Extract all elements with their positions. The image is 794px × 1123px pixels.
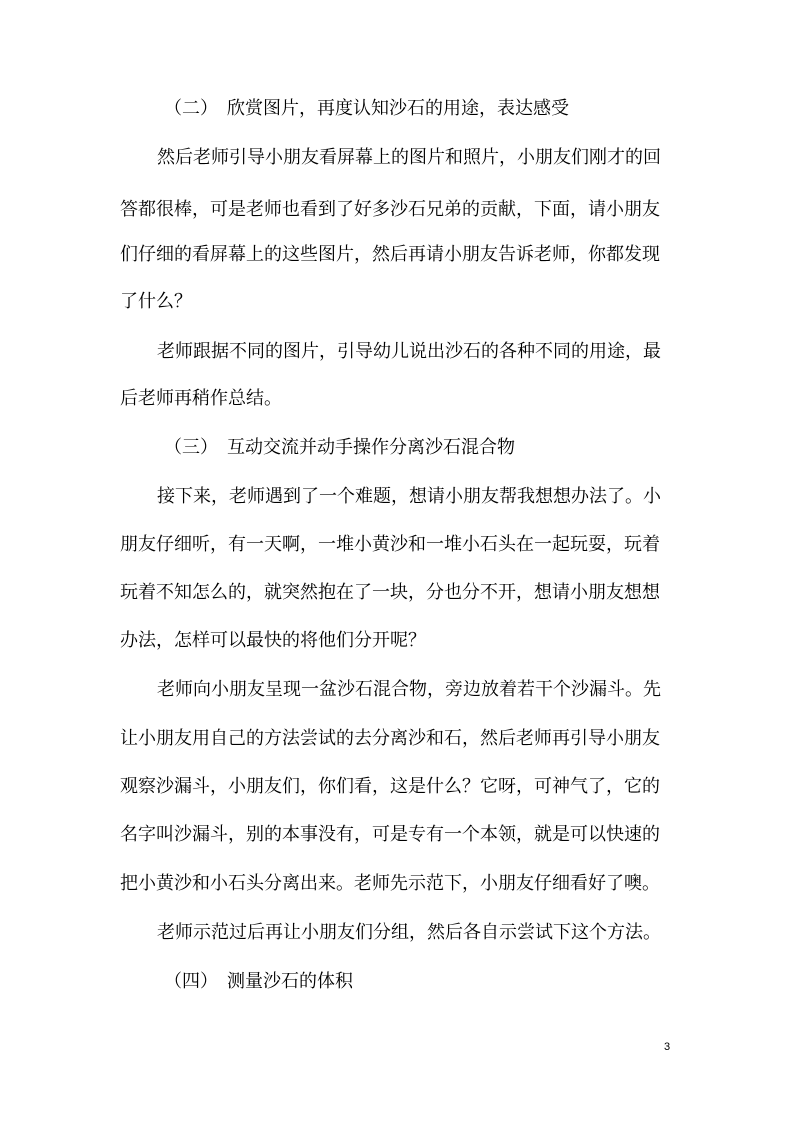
paragraph-line: 老师向小朋友呈现一盆沙石混合物，旁边放着若干个沙漏斗。先 [157, 679, 661, 700]
paragraph-line: 玩着不知怎么的，就突然抱在了一块，分也分不开，想请小朋友想想 [120, 582, 660, 603]
paragraph-line: 名字叫沙漏斗，别的本事没有，可是专有一个本领，就是可以快速的 [120, 824, 660, 845]
page-number: 3 [664, 1041, 671, 1053]
section-heading-2: （二） 欣赏图片，再度认知沙石的用途，表达感受 [164, 98, 569, 119]
section-heading-4: （四） 测量沙石的体积 [164, 971, 353, 992]
paragraph-line: 观察沙漏斗，小朋友们，你们看，这是什么？它呀，可神气了，它的 [120, 776, 660, 797]
paragraph-line: 把小黄沙和小石头分离出来。老师先示范下，小朋友仔细看好了噢。 [120, 873, 660, 894]
paragraph-line: 了什么？ [120, 291, 192, 312]
paragraph-line: 接下来，老师遇到了一个难题，想请小朋友帮我想想办法了。小 [157, 486, 661, 507]
paragraph-line: 让小朋友用自己的方法尝试的去分离沙和石，然后老师再引导小朋友 [120, 728, 660, 749]
paragraph-line: 后老师再稍作总结。 [120, 388, 282, 409]
paragraph-line: 然后老师引导小朋友看屏幕上的图片和照片，小朋友们刚才的回 [157, 147, 661, 168]
paragraph-line: 老师示范过后再让小朋友们分组，然后各自示尝试下这个方法。 [157, 922, 661, 943]
paragraph-line: 们仔细的看屏幕上的这些图片，然后再请小朋友告诉老师，你都发现 [120, 244, 660, 265]
section-heading-3: （三） 互动交流并动手操作分离沙石混合物 [164, 437, 515, 458]
paragraph-line: 朋友仔细听，有一天啊，一堆小黄沙和一堆小石头在一起玩耍，玩着 [120, 534, 660, 555]
paragraph-line: 办法，怎样可以最快的将他们分开呢？ [120, 630, 426, 651]
paragraph-line: 答都很棒，可是老师也看到了好多沙石兄弟的贡献，下面，请小朋友 [120, 199, 660, 220]
paragraph-line: 老师跟据不同的图片，引导幼儿说出沙石的各种不同的用途，最 [157, 341, 661, 362]
